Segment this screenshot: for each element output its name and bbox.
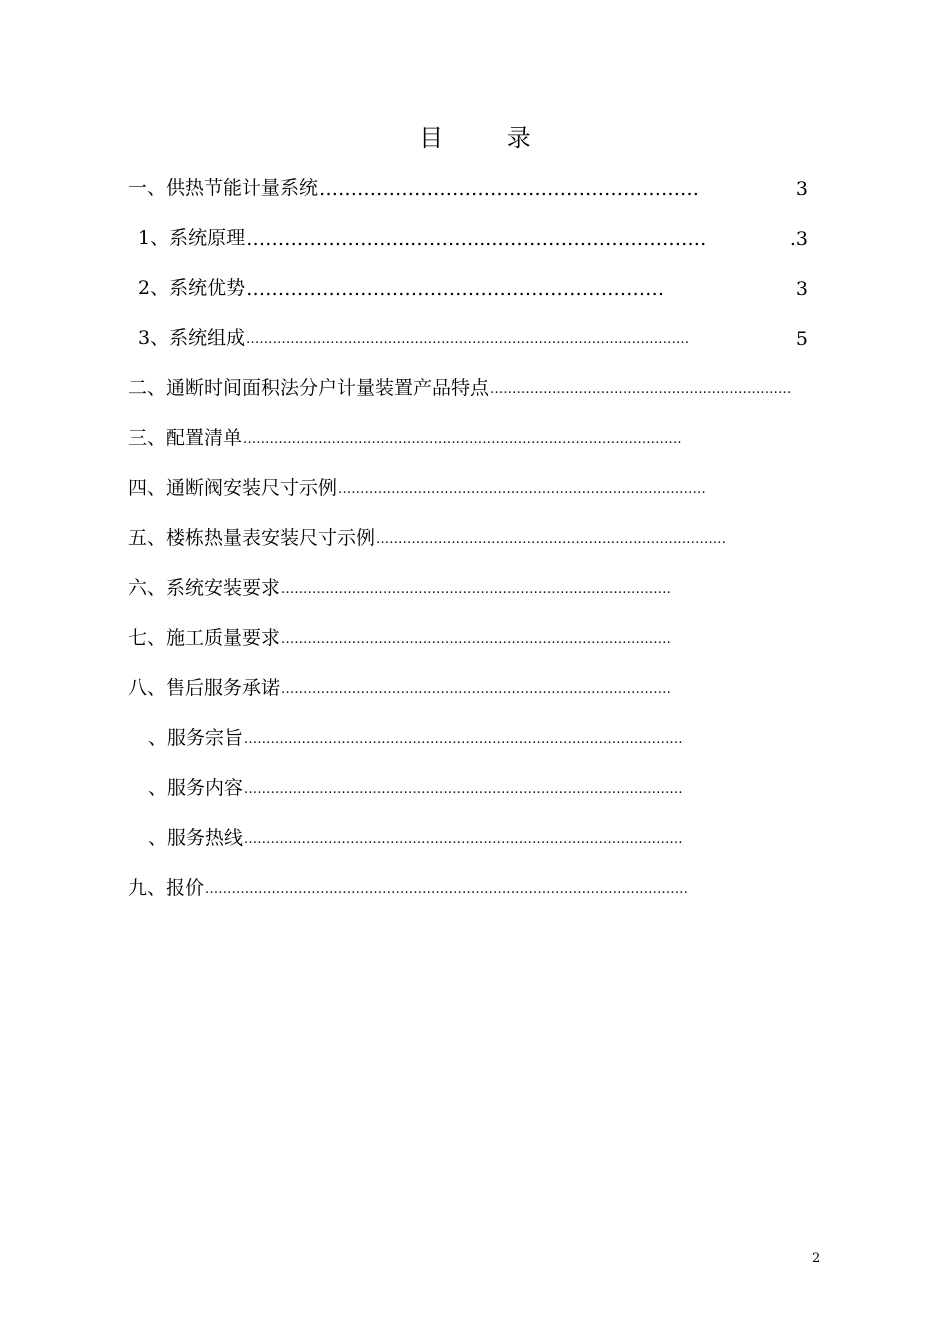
toc-entry-label: 、服务热线 (148, 827, 244, 849)
toc-entry-leader: .................................................................... (490, 382, 792, 397)
toc-entry-label: 五、楼栋热量表安装尺寸示例 (128, 527, 376, 549)
toc-entry[interactable] (128, 620, 802, 650)
toc-entry[interactable] (138, 220, 808, 250)
toc-entry-label: 九、报价 (128, 877, 205, 899)
toc-entry-leader: ................................................................................................... (244, 832, 683, 847)
toc-entry[interactable] (138, 320, 808, 350)
toc-entry[interactable] (128, 520, 798, 550)
toc-entry-label: 一、供热节能计量系统 (128, 177, 319, 199)
toc-entry-leader: ................................................................................................... (243, 432, 682, 447)
toc-entry-label: 2、系统优势 (138, 277, 246, 299)
toc-entry-leader: ................................................................................................... (244, 732, 683, 747)
toc-entry-leader: ………………………………………………………… (246, 278, 665, 300)
toc-entry-label: 八、售后服务承诺 (128, 677, 281, 699)
toc-entry-leader: ............................................................................... (376, 532, 727, 547)
toc-entry-leader: ................................................................................................... (244, 782, 683, 797)
toc-entry-leader: ............................................................................................................. (205, 882, 689, 897)
toc-entry-leader: …………………………………………………… (319, 178, 700, 200)
toc-entry-label: 六、系统安装要求 (128, 577, 281, 599)
toc-entry-label: 3、系统组成 (138, 327, 246, 349)
toc-entry-leader: ........................................................................................ (281, 582, 672, 597)
toc-entry-label: 、服务内容 (148, 777, 244, 799)
toc-entry-leader: ........................................................................................ (281, 632, 672, 647)
toc-entry[interactable] (128, 570, 798, 600)
toc-entry[interactable] (128, 170, 808, 200)
toc-entry-label: 1、系统原理 (138, 227, 246, 249)
toc-entry-label: 、服务宗旨 (148, 727, 244, 749)
toc-entry-label: 三、配置清单 (128, 427, 243, 449)
toc-entry-label: 四、通断阀安装尺寸示例 (128, 477, 338, 499)
toc-entry-page: .3 (789, 228, 808, 250)
toc-entry-page: 3 (795, 278, 808, 300)
toc-entry[interactable] (128, 420, 798, 450)
page-title: 目 录 (419, 124, 559, 152)
toc-entry-label: 七、施工质量要求 (128, 627, 281, 649)
toc-entry[interactable] (128, 470, 802, 500)
toc-entry[interactable] (148, 770, 798, 800)
toc-entry-leader: ........................................................................................ (281, 682, 672, 697)
toc-entry[interactable] (128, 370, 798, 400)
toc-entry-leader: .................................................................................................... (246, 332, 690, 347)
toc-entry[interactable] (148, 820, 798, 850)
toc-entry[interactable] (148, 720, 798, 750)
toc-entry-page: 5 (795, 328, 808, 350)
toc-entry[interactable] (128, 870, 798, 900)
toc-entry-leader: ……………………...………....…………………………… (246, 228, 707, 250)
toc-entry-label: 二、通断时间面积法分户计量装置产品特点 (128, 377, 490, 399)
toc-entry[interactable] (138, 270, 808, 300)
toc-entry[interactable] (128, 670, 798, 700)
toc-entry-leader: ................................................................................... (338, 482, 706, 497)
page-number: 2 (812, 1251, 821, 1266)
toc-entry-page: 3 (795, 178, 808, 200)
